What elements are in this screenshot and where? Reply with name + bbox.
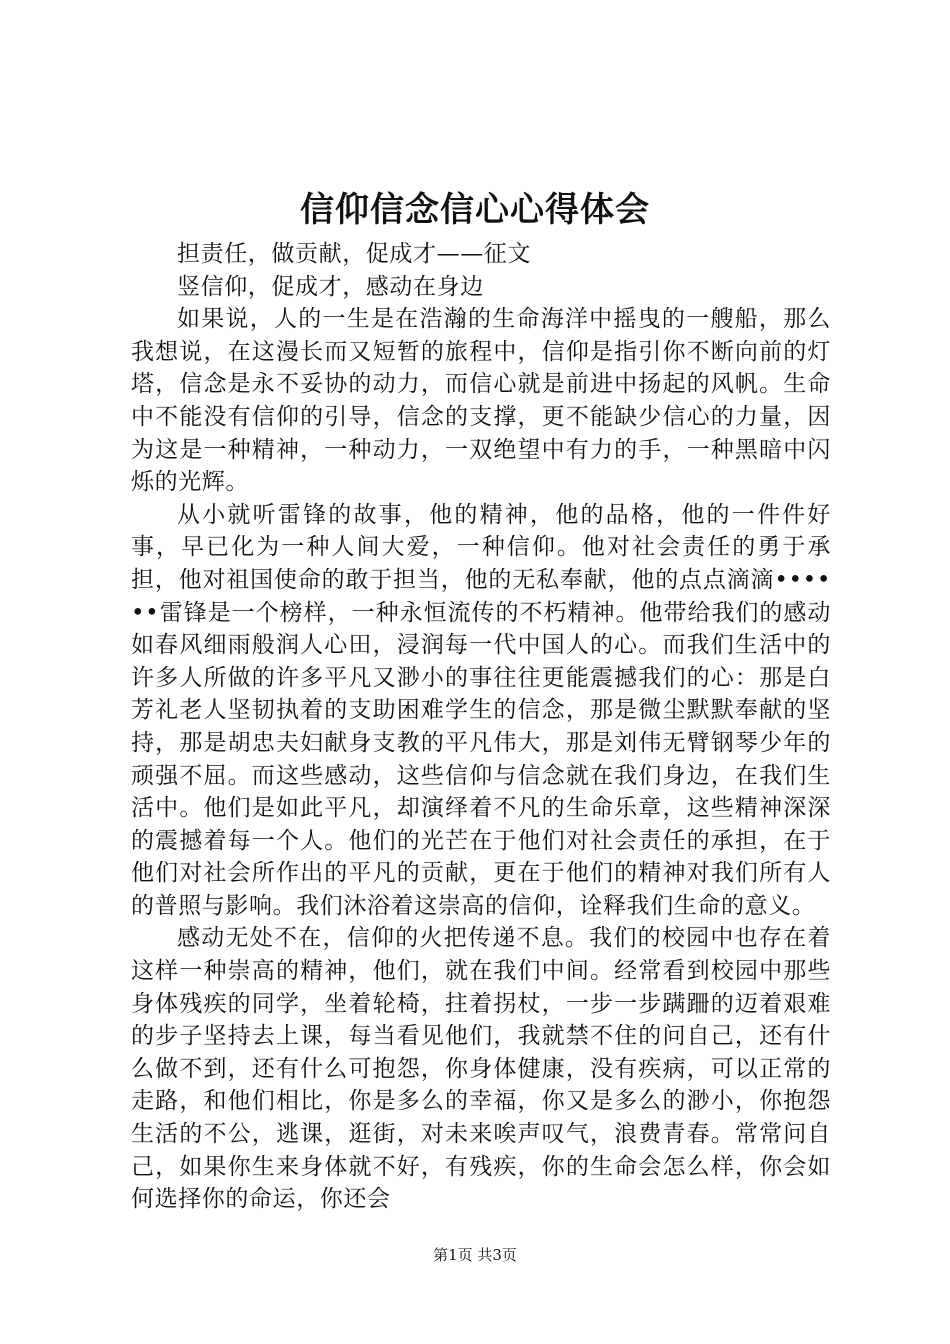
document-title: 信仰信念信心心得体会: [300, 190, 650, 230]
document-body: [131, 238, 831, 1216]
paragraph-2: 从小就听雷锋的故事，他的精神，他的品格，他的一件件好事，早已化为一种人间大爱，一种信仰。他对社会责任的勇于承担，他对祖国使命的敢于担当，他的无私奉献，他的点点滴滴••••••雷锋是一个榜样，一种永恒流传的不朽精神。他带给我们的感动如春风细雨般润人心田，浸润每一代中国人的心。而我们生活中的许多人所做的许多平凡又渺小的事往往更能震撼我们的心：那是白芳礼老人坚韧执着的支助困难学生的信念，那是微尘默默奉献的坚持，那是胡忠夫妇献身支教的平凡伟大，那是刘伟无臂钢琴少年的顽强不屈。而这些感动，这些信仰与信念就在我们身边，在我们生活中。他们是如此平凡，却演绎着不凡的生命乐章，这些精神深深的震撼着每一个人。他们的光芒在于他们对社会责任的承担，在于他们对社会所作出的平凡的贡献，更在于他们的精神对我们所有人的普照与影响。我们沐浴着这崇高的信仰，诠释我们生命的意义。: [131, 501, 831, 919]
page-footer: 第1页 共3页: [433, 1246, 517, 1264]
subtitle-line-1: 担责任，做贡献，促成才——征文: [177, 241, 531, 267]
paragraph-3: 感动无处不在，信仰的火把传递不息。我们的校园中也存在着这样一种崇高的精神，他们，就在我们中间。经常看到校园中那些身体残疾的同学，坐着轮椅，拄着拐杖，一步一步蹒跚的迈着艰难的步子坚持去上课，每当看见他们，我就禁不住的问自己，还有什么做不到，还有什么可抱怨，你身体健康，没有疾病，可以正常的走路，和他们相比，你是多么的幸福，你又是多么的渺小，你抱怨生活的不公，逃课，逛街，对未来唉声叹气，浪费青春。常常问自己，如果你生来身体就不好，有残疾，你的生命会怎么样，你会如何选择你的命运，你还会: [131, 925, 831, 1213]
subtitle-line-2: 竖信仰，促成才，感动在身边: [177, 273, 484, 300]
paragraph-1: 如果说，人的一生是在浩瀚的生命海洋中摇曳的一艘船，那么我想说，在这漫长而又短暂的旅程中，信仰是指引你不断向前的灯塔，信念是永不妥协的动力，而信心就是前进中扬起的风帆。生命中不能没有信仰的引导，信念的支撑，更不能缺少信心的力量，因为这是一种精神，一种动力，一双绝望中有力的手，一种黑暗中闪烁的光辉。: [131, 306, 831, 496]
